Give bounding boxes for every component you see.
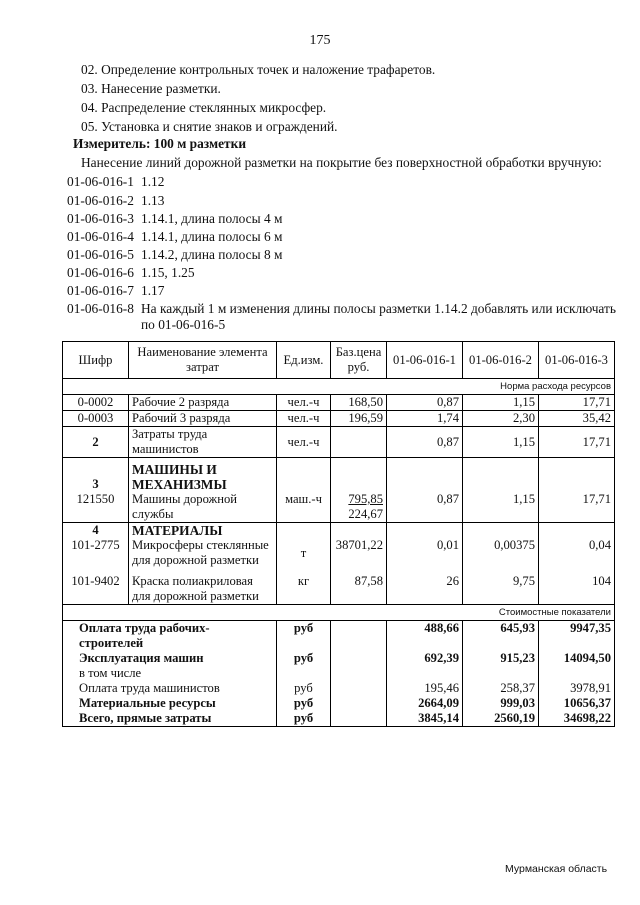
code-desc: 1.12: [141, 174, 165, 189]
step-05: 05. Установка и снятие знаков и ограждений.: [81, 119, 338, 134]
table-row: [63, 411, 615, 427]
cell-code: 121550: [63, 492, 129, 523]
cell-unit: чел.-ч: [277, 411, 331, 427]
cell-code: 101-9402: [63, 568, 129, 605]
cell-value: 0,87: [387, 395, 463, 411]
code: 01-06-016-3: [67, 211, 134, 226]
cell-unit: чел.-ч: [277, 427, 331, 458]
header-cell: 01-06-016-2: [463, 342, 539, 379]
total-label: Оплата труда машинистов: [63, 681, 277, 696]
total-value: 195,46: [387, 681, 463, 696]
table-row: [63, 538, 615, 568]
cell-value: 26: [387, 568, 463, 605]
price-value: 795,85: [348, 492, 383, 506]
code-row: [67, 247, 283, 263]
resource-table: [62, 341, 615, 727]
total-label: [63, 651, 277, 681]
norm-label: Норма расхода ресурсов: [63, 379, 615, 395]
code-row: [67, 301, 616, 317]
cell-name: Микросферы стеклянные для дорожной разметки: [129, 538, 277, 568]
section-number: 4: [63, 523, 129, 539]
total-value: 258,37: [463, 681, 539, 696]
total-label-main: Эксплуатация машин: [79, 651, 204, 665]
cell-value: 1,15: [463, 492, 539, 523]
code-row: [67, 229, 283, 245]
cell-value: 17,71: [539, 492, 615, 523]
code: 01-06-016-1: [67, 174, 134, 189]
total-row: [63, 651, 615, 681]
total-label: Материальные ресурсы: [63, 696, 277, 711]
total-value: 34698,22: [539, 711, 615, 727]
cell-price: [331, 427, 387, 458]
code-desc-continued: по 01-06-016-5: [141, 317, 226, 332]
header-cell: 01-06-016-3: [539, 342, 615, 379]
cell-value: 1,15: [463, 395, 539, 411]
page-number: 175: [309, 33, 331, 48]
cell-value: 35,42: [539, 411, 615, 427]
total-label: Всего, прямые затраты: [63, 711, 277, 727]
cell-value: 9,75: [463, 568, 539, 605]
cell-value: 0,87: [387, 427, 463, 458]
code-desc: 1.14.2, длина полосы 8 м: [141, 247, 283, 262]
total-row: [63, 681, 615, 696]
cell-code: 2: [63, 427, 129, 458]
code: 01-06-016-6: [67, 265, 134, 280]
header-cell: Ед.изм.: [277, 342, 331, 379]
total-unit: руб: [277, 651, 331, 681]
code: 01-06-016-8: [67, 301, 134, 316]
total-value: 14094,50: [539, 651, 615, 681]
total-value: 645,93: [463, 621, 539, 652]
total-value: 2664,09: [387, 696, 463, 711]
cell-unit: чел.-ч: [277, 395, 331, 411]
cell-value: 0,00375: [463, 538, 539, 568]
cell-price: 87,58: [331, 568, 387, 605]
cell-value: 1,74: [387, 411, 463, 427]
table-header-row: [63, 342, 615, 379]
header-cell: Шифр: [63, 342, 129, 379]
code: 01-06-016-5: [67, 247, 134, 262]
cell-name: Машины дорожной службы: [129, 492, 277, 523]
code-desc: На каждый 1 м изменения длины полосы разметки 1.14.2 добавлять или исключать: [141, 301, 616, 316]
cell-name: Рабочий 3 разряда: [129, 411, 277, 427]
code-desc: 1.14.1, длина полосы 4 м: [141, 211, 283, 226]
total-value: 488,66: [387, 621, 463, 652]
code-row: [67, 193, 164, 209]
header-cell: 01-06-016-1: [387, 342, 463, 379]
cell-value: 0,01: [387, 538, 463, 568]
total-unit: руб: [277, 696, 331, 711]
cell-value: 17,71: [539, 395, 615, 411]
total-row: [63, 711, 615, 727]
cell-name: Рабочие 2 разряда: [129, 395, 277, 411]
cost-label: Стоимостные показатели: [63, 605, 615, 621]
table-row: [63, 492, 615, 523]
footer-region: Мурманская область: [505, 863, 608, 875]
code-row: [67, 283, 164, 299]
code-desc: 1.14.1, длина полосы 6 м: [141, 229, 283, 244]
total-unit: руб: [277, 621, 331, 652]
total-value: 2560,19: [463, 711, 539, 727]
table-row: [63, 427, 615, 458]
intro-text: Нанесение линий дорожной разметки на покрытие без поверхностной обработки вручную:: [81, 155, 602, 170]
cell-price: [331, 492, 387, 523]
total-value: 10656,37: [539, 696, 615, 711]
step-03: 03. Нанесение разметки.: [81, 81, 221, 96]
total-unit: руб: [277, 711, 331, 727]
total-label-sub: в том числе: [79, 666, 142, 680]
cell-value: 1,15: [463, 427, 539, 458]
code: 01-06-016-4: [67, 229, 134, 244]
total-value: 999,03: [463, 696, 539, 711]
measure-unit: Измеритель: 100 м разметки: [73, 136, 247, 151]
code-row: [67, 174, 164, 190]
code-row: [67, 265, 195, 281]
cell-value: 17,71: [539, 427, 615, 458]
table-row: [63, 568, 615, 605]
section-title: МАТЕРИАЛЫ: [129, 523, 277, 539]
cell-unit: кг: [277, 568, 331, 605]
cell-code: 0-0003: [63, 411, 129, 427]
cell-name: Затраты труда машинистов: [129, 427, 277, 458]
step-02: 02. Определение контрольных точек и наложение трафаретов.: [81, 62, 436, 77]
total-unit: руб: [277, 681, 331, 696]
code-desc: 1.15, 1.25: [141, 265, 195, 280]
code: 01-06-016-2: [67, 193, 134, 208]
total-value: 9947,35: [539, 621, 615, 652]
cell-price: 38701,22: [331, 538, 387, 568]
header-cell: Баз.цена руб.: [331, 342, 387, 379]
cell-name: Краска полиакриловая для дорожной разметки: [129, 568, 277, 605]
cell-unit: маш.-ч: [277, 492, 331, 523]
total-value: 3978,91: [539, 681, 615, 696]
code-desc: 1.13: [141, 193, 165, 208]
cell-code: 0-0002: [63, 395, 129, 411]
cell-value: 2,30: [463, 411, 539, 427]
section-title: МАШИНЫ И МЕХАНИЗМЫ: [129, 458, 277, 493]
cell-value: 104: [539, 568, 615, 605]
section-number: 3: [63, 458, 129, 493]
header-cell: Наименование элемента затрат: [129, 342, 277, 379]
cost-subheader-row: [63, 605, 615, 621]
total-value: 692,39: [387, 651, 463, 681]
total-row: [63, 621, 615, 652]
total-value: 3845,14: [387, 711, 463, 727]
code-desc: 1.17: [141, 283, 165, 298]
section-row-machines: [63, 458, 615, 493]
section-row-materials: [63, 523, 615, 539]
total-row: [63, 696, 615, 711]
total-label: Оплата труда рабочих-строителей: [63, 621, 277, 652]
total-value: 915,23: [463, 651, 539, 681]
price-value-secondary: 224,67: [348, 507, 383, 521]
norm-subheader-row: [63, 379, 615, 395]
cell-value: 0,04: [539, 538, 615, 568]
cell-price: 196,59: [331, 411, 387, 427]
cell-value: 0,87: [387, 492, 463, 523]
cell-unit: т: [277, 538, 331, 568]
table-row: [63, 395, 615, 411]
cell-code: 101-2775: [63, 538, 129, 568]
code-row: [67, 211, 283, 227]
code: 01-06-016-7: [67, 283, 134, 298]
step-04: 04. Распределение стеклянных микросфер.: [81, 100, 327, 115]
cell-price: 168,50: [331, 395, 387, 411]
